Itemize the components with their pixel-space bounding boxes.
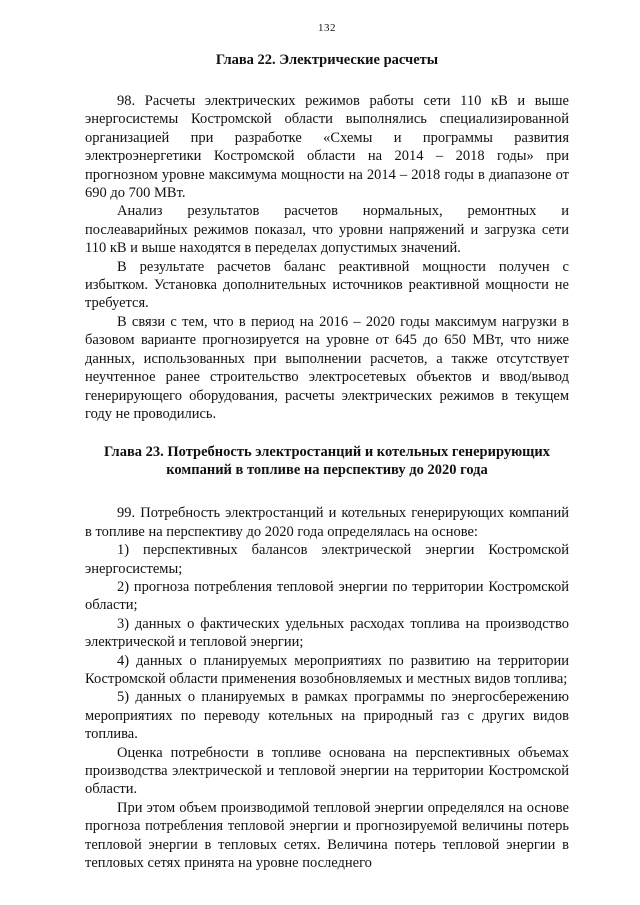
paragraph-heat-losses: При этом объем производимой тепловой энергии определялся на основе прогноза потребления тепловой энергии и прогнозируемой величины потерь тепловой энергии в тепловых сетях. Величина потерь тепловой энергии в тепловых сетях принята на уровне последнего — [85, 799, 569, 872]
chapter-23-title-line-1: Глава 23. Потребность электростанций и котельных генерирующих — [103, 444, 551, 461]
list-item-4: 4) данных о планируемых мероприятиях по развитию на территории Костромской области применения возобновляемых и местных видов топлива; — [85, 652, 569, 687]
chapter-23-title — [85, 443, 569, 479]
chapter-22-title: Глава 22. Электрические расчеты — [215, 52, 439, 68]
list-item-2: 2) прогноза потребления тепловой энергии по территории Костромской области; — [85, 578, 569, 614]
paragraph-fuel-assessment: Оценка потребности в топливе основана на перспективных объемах производства электрической и тепловой энергии на территории Костромской области. — [85, 744, 569, 798]
paragraph-analysis: Анализ результатов расчетов нормальных, ремонтных и послеаварийных режимов показал, что уровни напряжений и загрузка сети 110 кВ и выше находятся в переделах допустимых значений. — [85, 203, 569, 257]
chapter-23-title-line-2: компаний в топливе на перспективу до 2020 года — [166, 462, 488, 479]
list-item-5: 5) данных о планируемых в рамках программы по энергосбережению мероприятиях по переводу котельных на природный газ с других видов топлива. — [85, 689, 569, 743]
paragraph-load-forecast: В связи с тем, что в период на 2016 – 2020 годы максимум нагрузки в базовом варианте прогнозируется на уровне от 645 до 650 МВт, что ниже данных, использованных при выполнении расчетов, а также отсутствует неучтенное ранее строительство электросетевых объектов и ввод/вывод генерирующего оборудования, расчеты электрических режимов в текущем году не проводились. — [85, 313, 569, 422]
paragraph-98: 98. Расчеты электрических режимов работы сети 110 кВ и выше энергосистемы Костромской области выполнялись специализированной организацией при разработке «Схемы и программы развития электроэнергетики Костромской области на 2014 – 2018 годы» при прогнозном уровне максимума мощности на 2014 – 2018 годы в диапазоне от 690 до 700 МВт. — [85, 93, 569, 202]
list-item-1: 1) перспективных балансов электрической энергии Костромской энергосистемы; — [85, 542, 569, 577]
paragraph-reactive-power: В результате расчетов баланс реактивной мощности получен с избытком. Установка дополнительных источников реактивной мощности не требуется. — [85, 258, 569, 312]
list-item-3: 3) данных о фактических удельных расходах топлива на производство электрической и тепловой энергии; — [85, 615, 569, 651]
paragraph-99: 99. Потребность электростанций и котельных генерирующих компаний в топливе на перспективу до 2020 года определялась на основе: — [85, 505, 569, 540]
page-number: 132 — [318, 22, 336, 34]
